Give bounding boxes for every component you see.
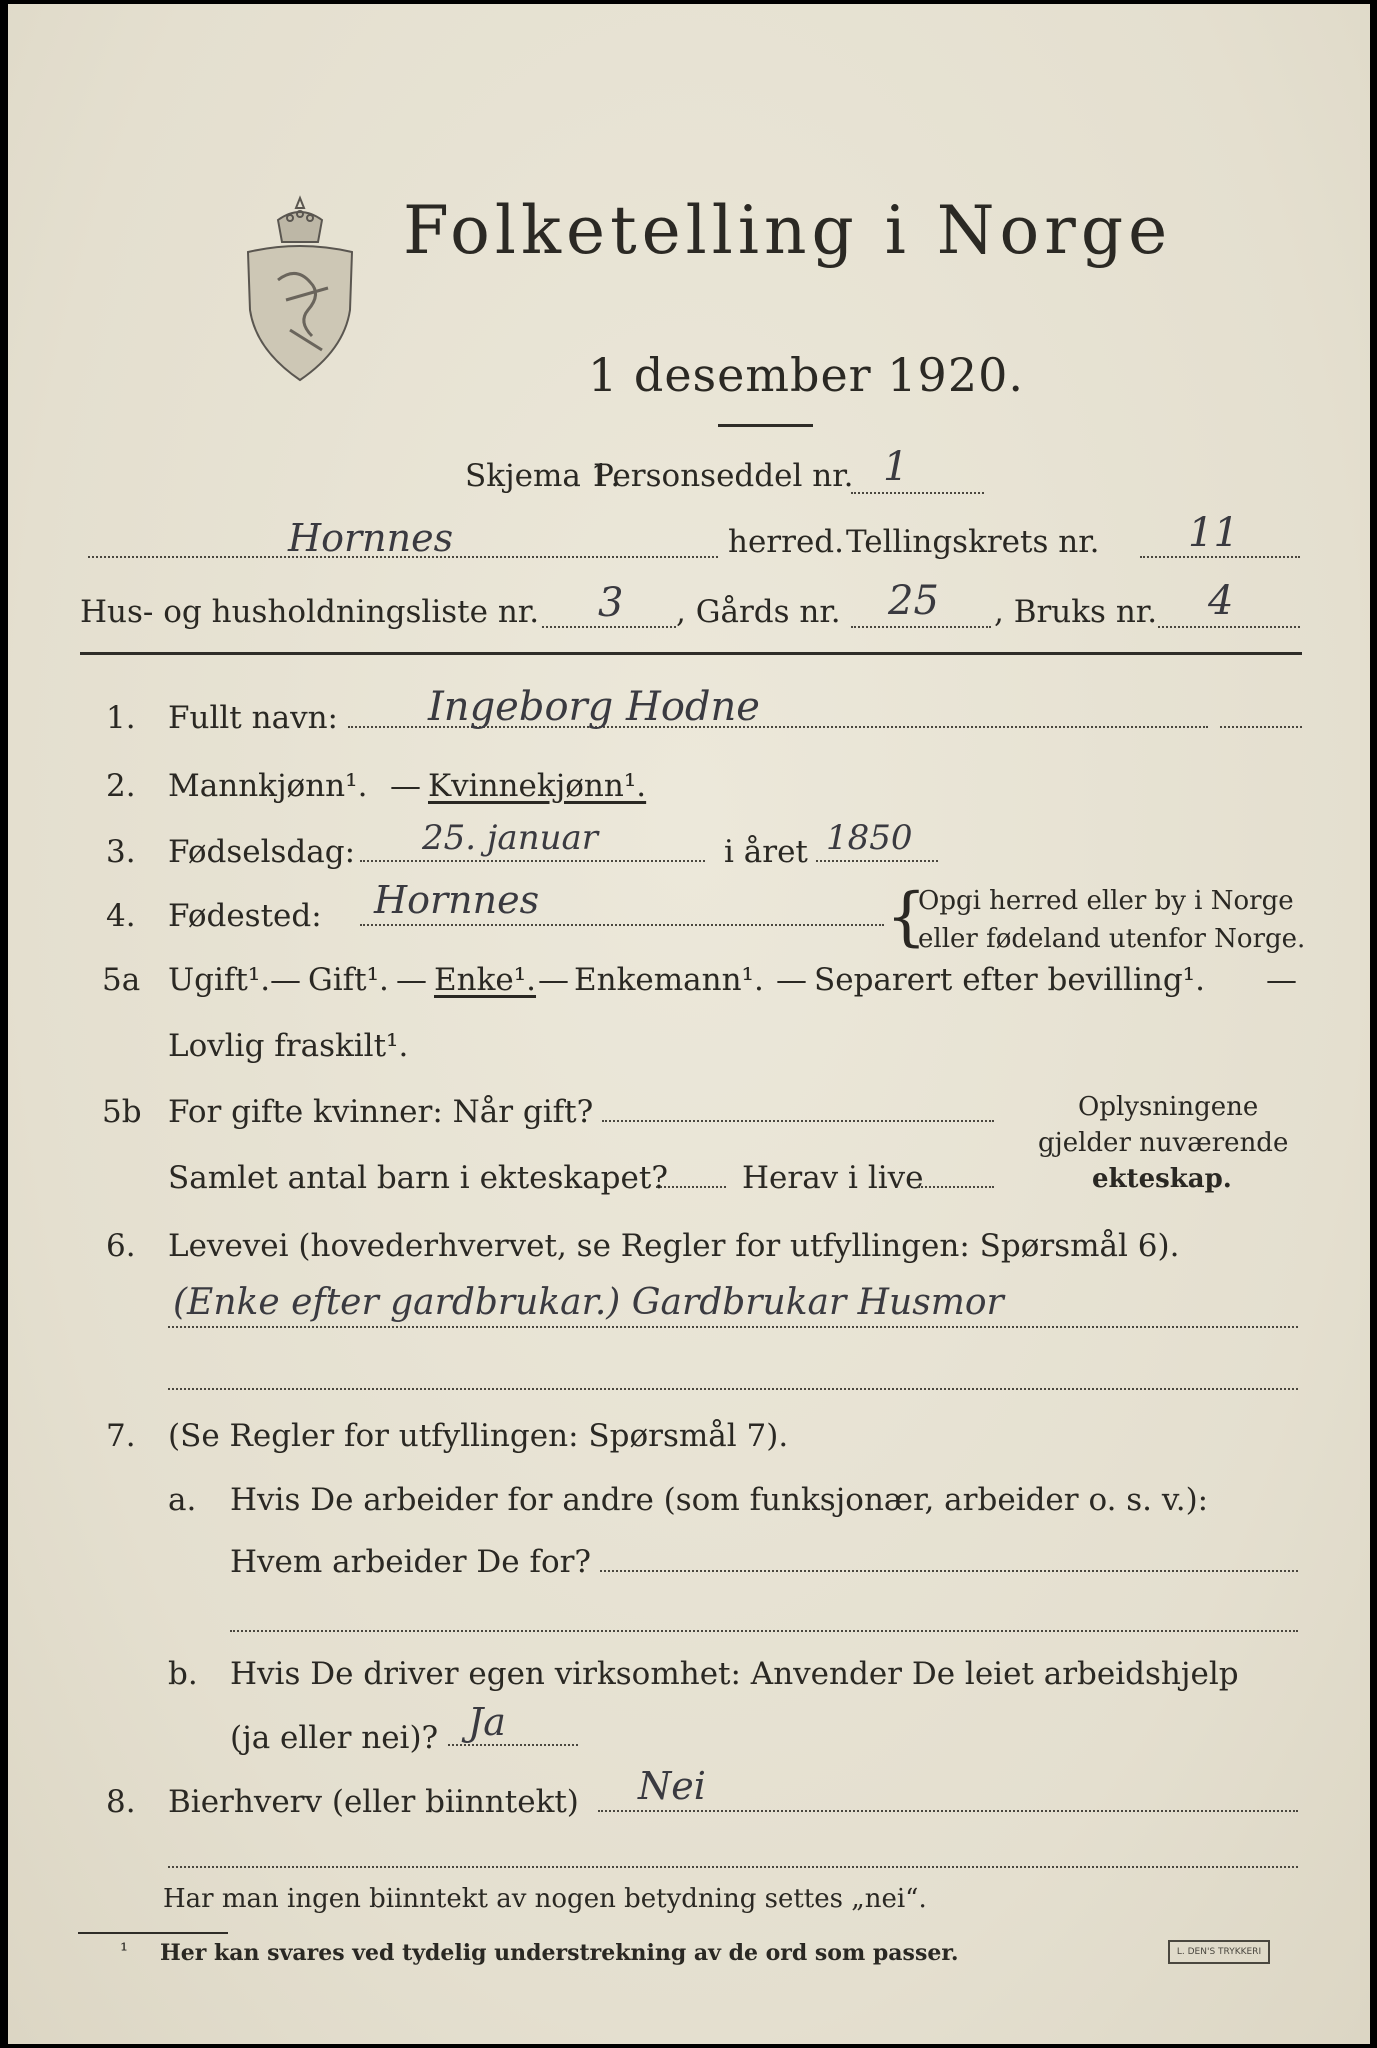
q7a-label: Hvis De arbeider for andre (som funksjonær, arbeider o. s. v.):: [230, 1482, 1209, 1518]
form-date: 1 desember 1920.: [588, 348, 1024, 402]
q3-answer-year: 1850: [826, 818, 913, 858]
bruks-label: , Bruks nr.: [994, 594, 1158, 630]
q4-number: 4.: [106, 898, 136, 934]
q1-answer: Ingeborg Hodne: [428, 684, 760, 730]
footnote-rule: [78, 1932, 228, 1934]
bruks-value: 4: [1208, 578, 1234, 624]
personseddel-value: 1: [883, 444, 909, 490]
q3-answer-day: 25. januar: [422, 818, 599, 858]
title-divider: [718, 424, 813, 427]
herred-label: herred.: [728, 524, 844, 560]
q5b-alive-line: [918, 1186, 994, 1188]
q1-label: Fullt navn:: [168, 700, 338, 736]
q4-note-line2: eller fødeland utenfor Norge.: [918, 924, 1306, 954]
q5b-number: 5b: [102, 1094, 142, 1130]
q6-label: Levevei (hovederhvervet, se Regler for utfyllingen: Spørsmål 6).: [168, 1228, 1180, 1264]
q5b-alive-label: Herav i live: [742, 1160, 924, 1196]
q7b-answer: Ja: [468, 1700, 506, 1744]
q5b-note-2: gjelder nuværende: [1038, 1128, 1289, 1158]
header-rule: [80, 652, 1302, 655]
q5a-enke: Enke¹.: [434, 962, 537, 998]
q7b-line: [448, 1744, 578, 1746]
form-title: Folketelling i Norge: [403, 192, 1173, 269]
q6-line-1: [168, 1326, 1298, 1328]
q4-answer: Hornnes: [374, 878, 540, 922]
hus-label: Hus- og husholdningsliste nr.: [80, 594, 540, 630]
q5b-children-line: [656, 1186, 726, 1188]
q3-number: 3.: [106, 834, 136, 870]
q4-brace: {: [886, 880, 927, 954]
q5b-label: For gifte kvinner: Når gift?: [168, 1094, 594, 1130]
q5b-children-label: Samlet antal barn i ekteskapet?: [168, 1160, 668, 1196]
tellingskrets-label: Tellingskrets nr.: [846, 524, 1100, 560]
tellingskrets-line: [1140, 556, 1300, 558]
q3-year-label: i året: [724, 834, 808, 870]
q3-year-line: [816, 860, 938, 862]
footer-note: Har man ingen biinntekt av nogen betydning settes „nei“.: [163, 1884, 927, 1914]
hus-value: 3: [598, 580, 624, 626]
q8-label: Bierhverv (eller biinntekt): [168, 1784, 579, 1820]
q2-male: Mannkjønn¹.: [168, 768, 368, 804]
q5a-ugift: Ugift¹.: [168, 962, 271, 998]
q8-line-1: [598, 1810, 1298, 1812]
q6-answer: (Enke efter gardbrukar.) Gardbrukar Husmor: [173, 1282, 1004, 1323]
q6-line-2: [168, 1388, 1298, 1390]
printer-stamp: L. DEN'S TRYKKERI: [1168, 1940, 1270, 1964]
q8-line-2: [168, 1866, 1298, 1868]
q7b-number: b.: [168, 1656, 198, 1692]
hus-line: [542, 626, 676, 628]
q8-answer: Nei: [638, 1764, 706, 1808]
footnote-text: Her kan svares ved tydelig understrekning av de ord som passer.: [160, 1940, 959, 1966]
gards-value: 25: [888, 578, 939, 624]
q7b-label: Hvis De driver egen virksomhet: Anvender De leiet arbeidshjelp: [230, 1656, 1239, 1692]
q5a-dash-2: —: [396, 962, 427, 998]
q5a-fraskilt: Lovlig fraskilt¹.: [168, 1028, 409, 1064]
q3-label: Fødselsdag:: [168, 834, 356, 870]
coat-of-arms-icon: [238, 190, 362, 386]
q1-line-end: [1220, 726, 1302, 728]
q5a-dash-4: —: [776, 962, 807, 998]
q4-line: [360, 924, 884, 926]
q7a-line-2: [230, 1630, 1298, 1632]
q5a-gift: Gift¹.: [308, 962, 389, 998]
q4-note-line1: Opgi herred eller by i Norge: [918, 886, 1294, 916]
q5a-separert: Separert efter bevilling¹.: [814, 962, 1205, 998]
tellingskrets-value: 11: [1188, 510, 1239, 556]
q4-label: Fødested:: [168, 898, 322, 934]
q2-separator: —: [390, 768, 421, 804]
q5a-dash-5: —: [1266, 962, 1297, 998]
q5b-note-1: Oplysningene: [1078, 1092, 1259, 1122]
q3-day-line: [360, 860, 705, 862]
q5b-note-3: ekteskap.: [1092, 1164, 1232, 1194]
q5a-dash-3: —: [538, 962, 569, 998]
q1-number: 1.: [106, 700, 136, 736]
q5a-enkemann: Enkemann¹.: [574, 962, 764, 998]
herred-value: Hornnes: [288, 516, 454, 560]
q5b-married-line: [602, 1120, 994, 1122]
gards-label: , Gårds nr.: [676, 594, 841, 630]
q7b-yesno-label: (ja eller nei)?: [230, 1720, 439, 1756]
q7-number: 7.: [106, 1418, 136, 1454]
q5a-number: 5a: [102, 962, 141, 998]
q7a-number: a.: [168, 1482, 197, 1518]
q7a-who-label: Hvem arbeider De for?: [230, 1544, 592, 1580]
q7-label: (Se Regler for utfyllingen: Spørsmål 7).: [168, 1418, 789, 1454]
census-form-page: [8, 4, 1370, 2044]
q7a-line-1: [600, 1570, 1298, 1572]
personseddel-line: [851, 492, 984, 494]
gards-line: [851, 626, 991, 628]
q8-number: 8.: [106, 1784, 136, 1820]
footnote-mark: ¹: [120, 1938, 129, 1962]
q5a-dash-1: —: [270, 962, 301, 998]
q2-female: Kvinnekjønn¹.: [428, 768, 647, 804]
skjema-label: Skjema 1.: [465, 458, 621, 494]
bruks-line: [1158, 626, 1300, 628]
personseddel-label: Personseddel nr.: [593, 458, 854, 494]
q6-number: 6.: [106, 1228, 136, 1264]
q2-number: 2.: [106, 768, 136, 804]
